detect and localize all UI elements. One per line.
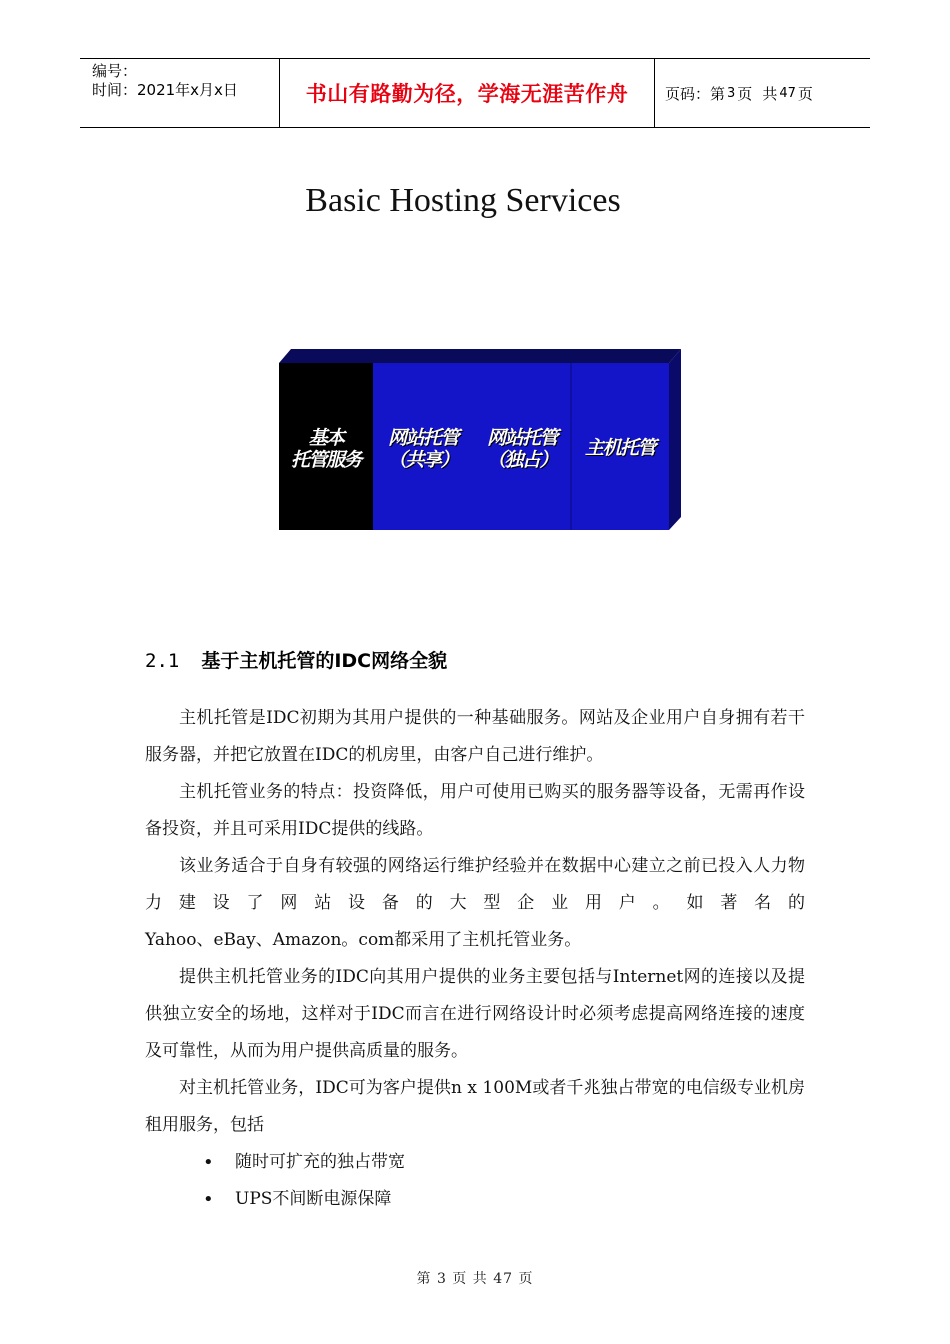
page-header	[80, 58, 870, 128]
segment-basic-label: 基本 托管服务	[290, 427, 361, 471]
header-meta	[80, 59, 280, 127]
serial-label: 编号：	[92, 62, 138, 80]
page-current: 3	[727, 85, 736, 101]
header-motto: 书山有路勤为径，学海无涯苦作舟	[280, 59, 655, 127]
page-prefix: 页码：第	[665, 84, 726, 103]
page-total-prefix: 共	[762, 84, 778, 103]
feature-list	[145, 1144, 805, 1218]
page-total: 47	[779, 85, 796, 101]
section-heading	[145, 646, 447, 673]
bar-top-face	[279, 349, 681, 363]
page-mid: 页	[737, 84, 753, 103]
segment-host-label: 主机托管	[584, 437, 655, 459]
segment-web-shared-label: 网站托管 （共享）	[387, 427, 458, 471]
bullet-icon: •	[203, 1189, 214, 1210]
time-label: 时间：2021年x月x日	[92, 81, 238, 99]
header-page-number	[655, 59, 870, 127]
paragraph: 主机托管是IDC初期为其用户提供的一种基础服务。网站及企业用户自身拥有若干服务器，并把它放置在IDC的机房里，由客户自己进行维护。	[145, 708, 805, 765]
paragraph: 主机托管业务的特点：投资降低，用户可使用已购买的服务器等设备，无需再作设备投资，并且可采用IDC提供的线路。	[145, 782, 805, 839]
page-suffix: 页	[797, 84, 813, 103]
paragraph: 对主机托管业务，IDC可为客户提供n x 100M或者千兆独占带宽的电信级专业机房租用服务，包括	[145, 1078, 805, 1135]
list-item: • UPS不间断电源保障	[145, 1181, 805, 1218]
paragraph: 提供主机托管业务的IDC向其用户提供的业务主要包括与Internet网的连接以及提供独立安全的场地，这样对于IDC而言在进行网络设计时必须考虑提高网络连接的速度及可靠性，从而为用户提供高质量的服务。	[145, 967, 805, 1061]
paragraph: Yahoo、eBay、Amazon。com都采用了主机托管业务。	[145, 930, 582, 950]
hosting-services-diagram	[275, 345, 690, 535]
list-item: • 随时可扩充的独占带宽	[145, 1144, 805, 1181]
section-title: 基于主机托管的IDC网络全貌	[201, 650, 448, 672]
paragraph: 该业务适合于自身有较强的网络运行维护经验并在数据中心建立之前已投入人力物力建设了网站设备的大型企业用户。如著名的	[145, 856, 805, 913]
document-title: Basic Hosting Services	[305, 182, 621, 219]
page-footer: 第 3 页 共 47 页	[416, 1271, 534, 1287]
bar-side-face	[669, 349, 681, 530]
body-text	[145, 700, 805, 1218]
section-number: 2.1	[145, 650, 180, 672]
bullet-icon: •	[203, 1152, 214, 1173]
segment-web-dedicated-label: 网站托管 （独占）	[486, 427, 557, 471]
